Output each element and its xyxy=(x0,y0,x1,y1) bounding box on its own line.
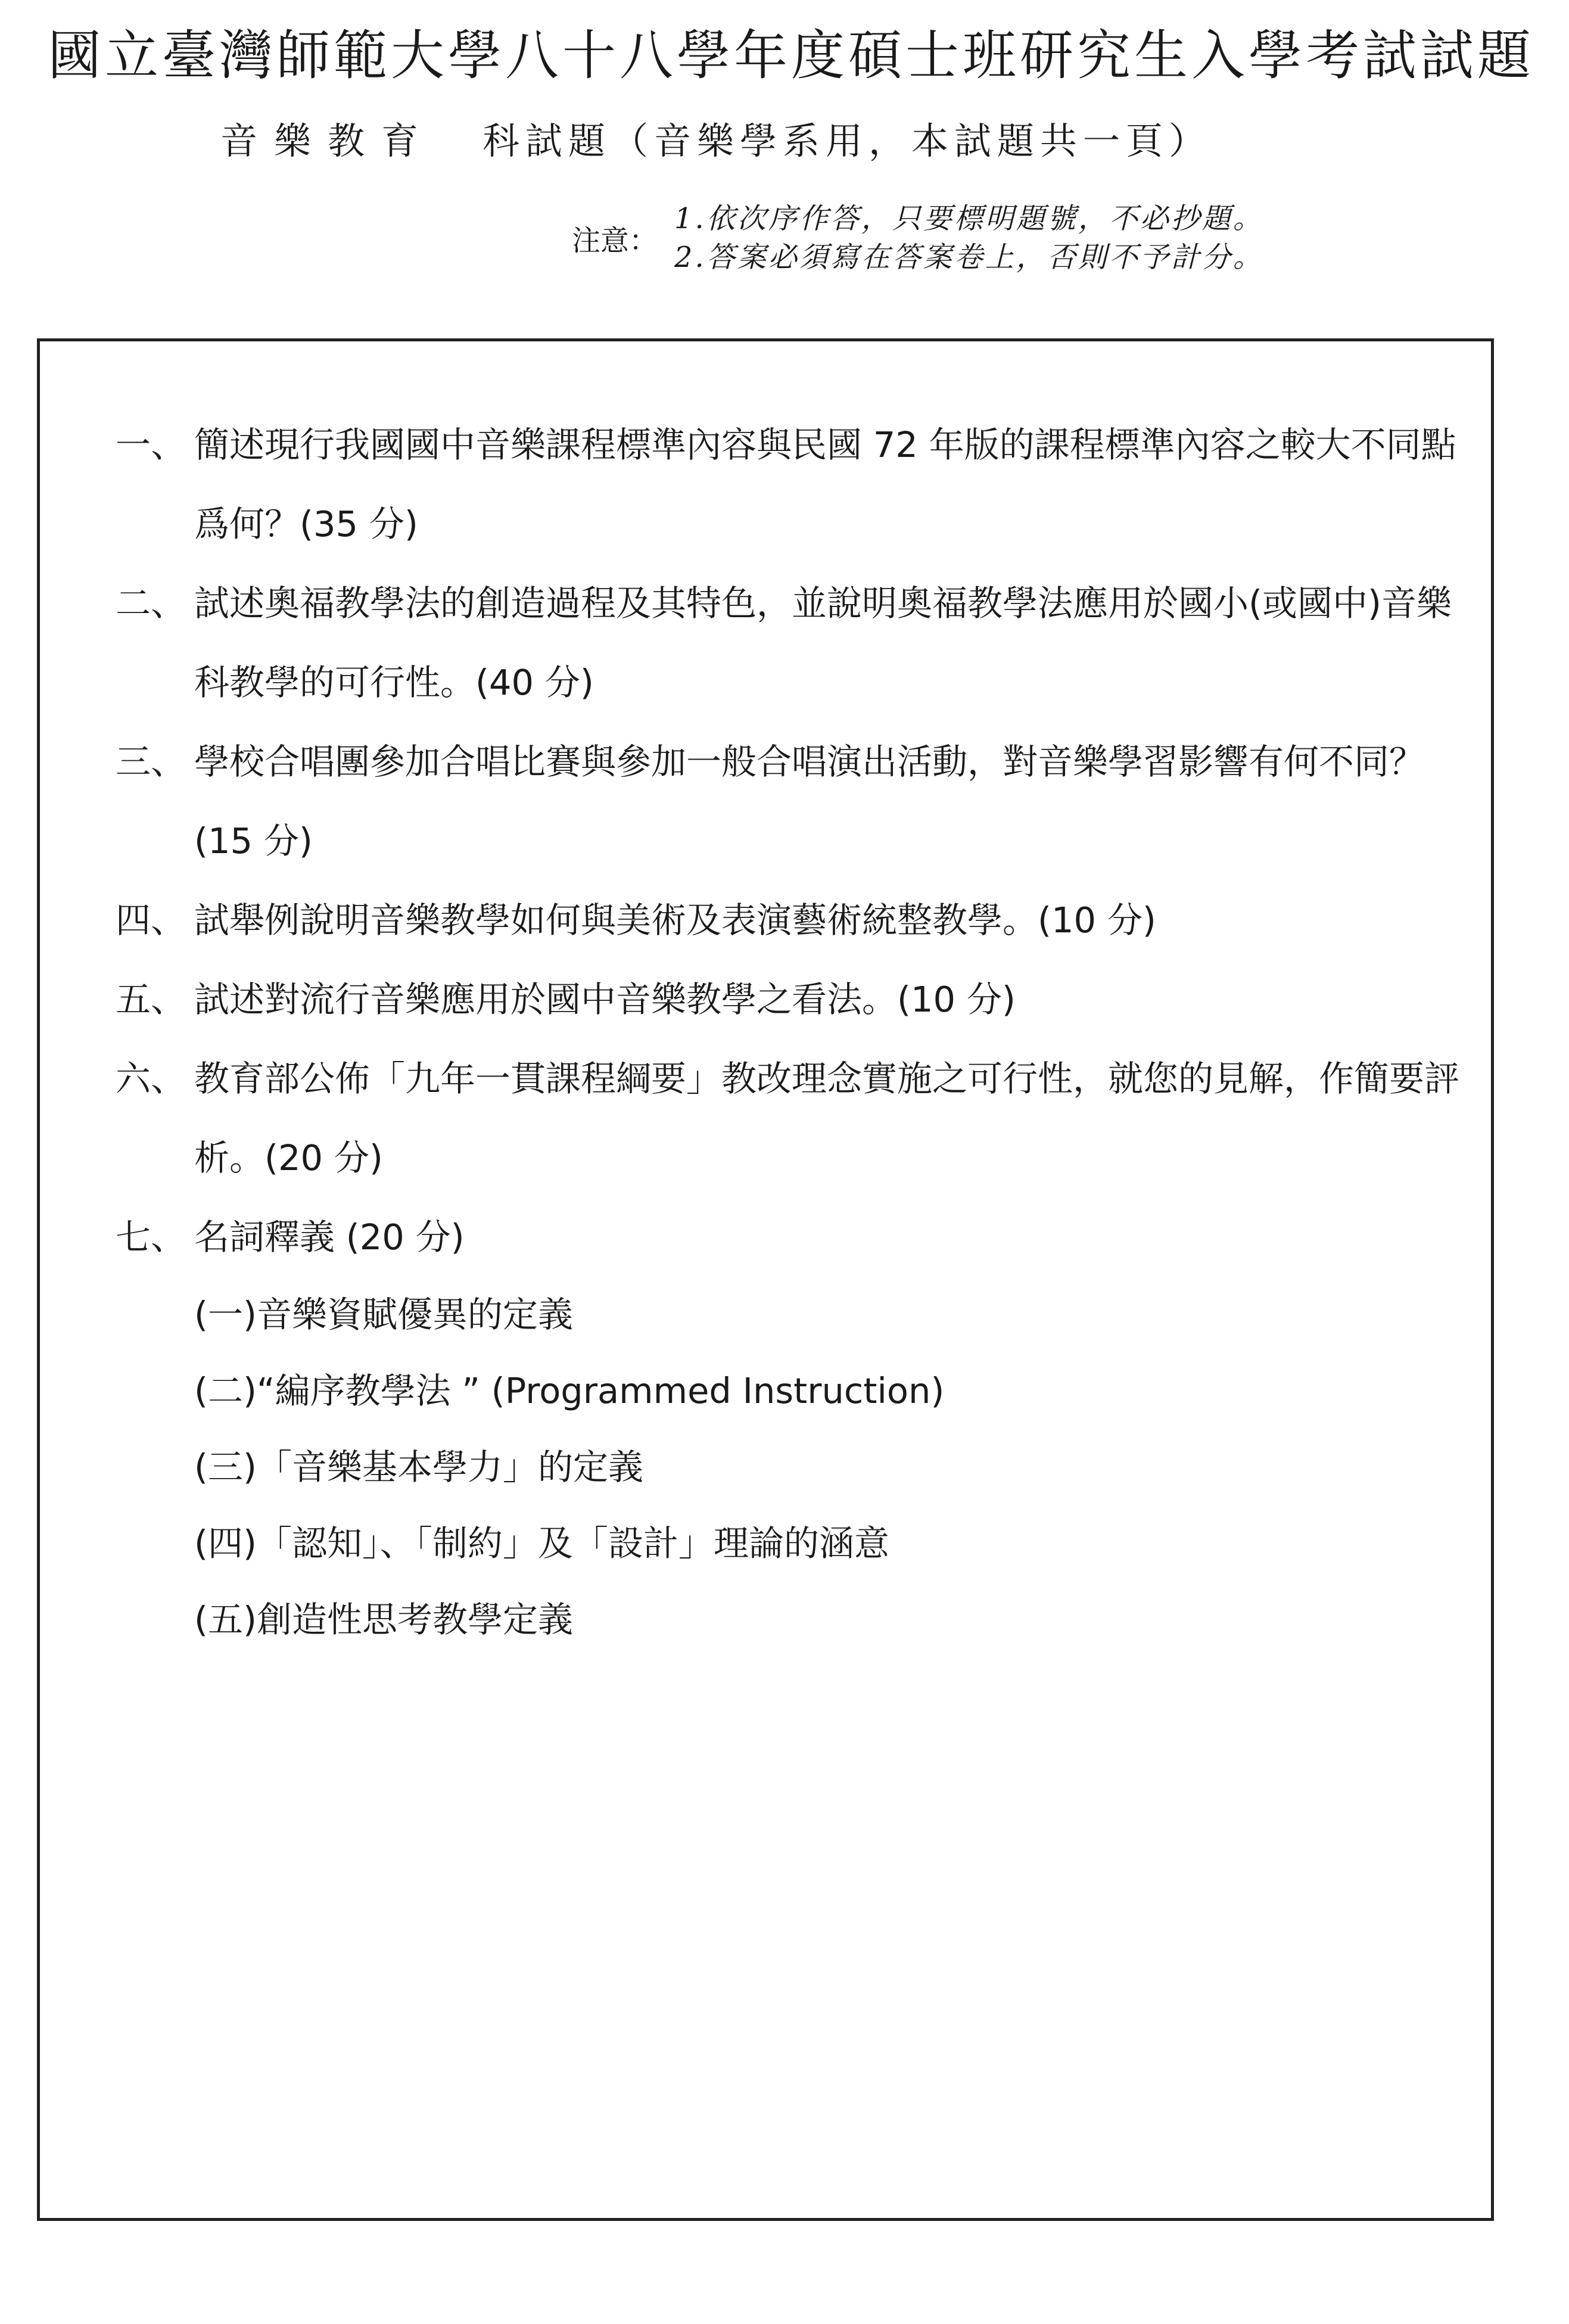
question-text: 教育部公佈「九年一貫課程綱要」教改理念實施之可行性，就您的見解，作簡要評析。(20 分) xyxy=(194,1058,1460,1178)
question-item xyxy=(116,1197,1462,1277)
question-list xyxy=(116,405,1462,1658)
exam-notes xyxy=(572,200,1264,277)
question-text: 試述奧福教學法的創造過程及其特色，並說明奧福教學法應用於國小(或國中)音樂科教學的可行性。(40 分) xyxy=(194,583,1452,703)
question-number: 五、 xyxy=(116,979,186,1020)
term-item: (四)「認知」、「制約」及「設計」理論的涵意 xyxy=(194,1523,890,1564)
question-number: 七、 xyxy=(116,1217,186,1258)
notes-label: 注意： xyxy=(572,224,658,258)
exam-subtitle xyxy=(220,119,1212,163)
question-text: 學校合唱團參加合唱比賽與參加一般合唱演出活動，對音樂學習影響有何不同？(15 分) xyxy=(194,741,1425,861)
question-item xyxy=(116,1039,1462,1197)
term-item: (五)創造性思考教學定義 xyxy=(194,1599,574,1640)
question-number: 六、 xyxy=(116,1058,186,1099)
question-item xyxy=(116,405,1462,564)
term-item: (三)「音樂基本學力」的定義 xyxy=(194,1446,644,1488)
question-item xyxy=(116,564,1462,722)
term-item: (二)“編序教學法 ” (Programmed Instruction) xyxy=(194,1370,945,1411)
question-text: 試述對流行音樂應用於國中音樂教學之看法。(10 分) xyxy=(194,979,1016,1020)
question-item xyxy=(116,722,1462,881)
question-text: 試舉例說明音樂教學如何與美術及表演藝術統整教學。(10 分) xyxy=(194,900,1156,941)
notes-list xyxy=(674,200,1264,277)
question-number: 一、 xyxy=(116,424,186,465)
note-item: 1.依次序作答，只要標明題號，不必抄題。 xyxy=(674,202,1264,235)
question-number: 三、 xyxy=(116,741,186,782)
term-item: (一)音樂資賦優異的定義 xyxy=(194,1294,574,1335)
question-number: 二、 xyxy=(116,583,186,624)
question-item xyxy=(116,960,1462,1039)
question-text: 簡述現行我國國中音樂課程標準內容與民國 72 年版的課程標準內容之較大不同點爲何？(35 分) xyxy=(194,424,1456,545)
subject-suffix: 科試題（音樂學系用，本試題共一頁） xyxy=(482,119,1212,163)
question-number: 四、 xyxy=(116,900,186,941)
subject-name: 音樂教育 xyxy=(220,119,435,163)
question-text: 名詞釋義 (20 分) xyxy=(194,1217,465,1258)
question-item xyxy=(116,881,1462,960)
exam-title: 國立臺灣師範大學八十八學年度碩士班研究生入學考試試題 xyxy=(48,24,1534,87)
note-item: 2.答案必須寫在答案卷上，否則不予計分。 xyxy=(674,240,1264,274)
